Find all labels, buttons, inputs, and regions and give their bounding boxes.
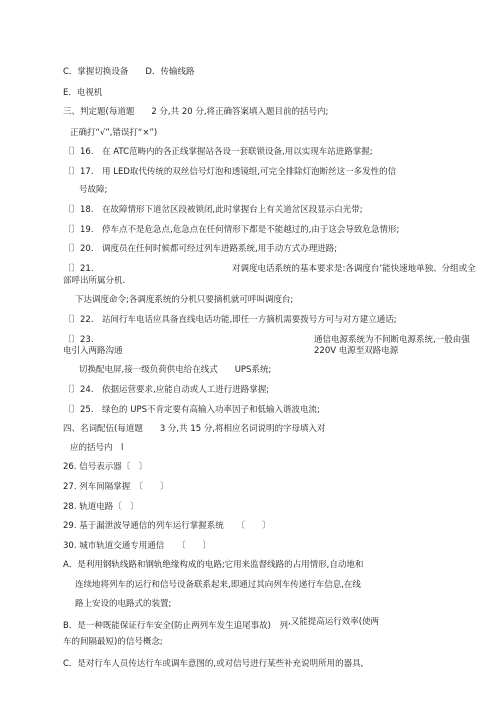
question-19: 〔〕19. 停车点不是危急点,危急点在任何情形下都是不能越过的,由于这会导致危急情形; <box>63 225 400 235</box>
definition-b: B．是一种既能保证行车安全(防止两列车发生追尾事故) 列 <box>63 621 288 631</box>
question-23-number: 〔〕23. <box>63 335 94 345</box>
question-23-cont: 电引入两路沟通 <box>63 346 123 356</box>
question-25: 〔〕25. 绿色的 UPS不肯定要有高输入功率因子和低输入谐波电流; <box>63 405 320 415</box>
definition-c: C．是对行车人员传达行车或调车意图的,或对信号进行某些补充说明所用的器具, <box>63 659 364 669</box>
term-26: 26. 信号表示器〔 〕 <box>63 462 148 472</box>
definition-b-cont: 车的间隔最短)的信号概念; <box>63 637 163 647</box>
question-21-text: 对调度电话系统的基本要求是:各调度台’能快速地单独、分组或全 <box>232 264 476 274</box>
question-20: 〔〕20. 调度员在任何时候都可经过列车进路系统,用手动方式办理进路; <box>63 244 338 254</box>
section-four-instruction: 应的括号内 l <box>70 443 124 453</box>
definition-a-cont: 连续地将列车的运行和信号设备联系起来,即通过其向列车传递行车信息,在线 <box>75 580 361 590</box>
term-28: 28. 轨道电路〔 〕 <box>63 502 139 512</box>
question-24: 〔〕24. 依据运营要求,应能自动或人工进行进路掌握; <box>63 385 270 395</box>
option-line-c-d: C．掌握切换设备 D．传输线路 <box>63 67 195 77</box>
question-23-cont2: 切换配电屏,接一级负荷供电给在线式 UPS系统; <box>79 365 272 375</box>
term-29: 29. 基于漏泄波导通信的列车运行掌握系统 〔 〕 <box>63 521 271 531</box>
section-instruction: 正确打“√”,错误打“×”) <box>70 128 158 138</box>
question-22: 〔〕22. 站间行车电话应具备直线电话功能,即任一方摘机需要拨号方可与对方建立通话; <box>63 315 397 325</box>
option-line-e: E．电视机 <box>63 88 103 98</box>
question-21-cont2: 下达调度命令;各调度系统的分机只要摘机就可呼叫调度台; <box>75 295 294 305</box>
definition-a: A．是利用钢轨线路和钢轨绝缘构成的电路;它用来监督线路的占用情形,自动地和 <box>63 560 364 570</box>
question-18: 〔〕18. 在故障情形下道岔区段被锁闭,此时掌握台上有关道岔区段显示白光带; <box>63 205 363 215</box>
question-17: 〔〕17. 用 LED取代传统的双丝信号灯泡和透镜组,可完全排除灯泡断丝这一多发性的信 <box>63 167 397 177</box>
definition-a-cont2: 路上安设的电路式的装置; <box>75 599 172 609</box>
question-23-text: 通信电源系统为不间断电源系统,一般由强 <box>314 335 470 345</box>
question-21-number: 〔〕21. <box>63 264 94 274</box>
definition-b-right: ,又能提高运行效率(使两 <box>288 617 380 627</box>
section-heading-three: 三、判定题(每道题 2 分,共 20 分,将正确答案填入题目前的括号内; <box>63 107 329 117</box>
term-30: 30. 城市轨道交通专用通信 〔 〕 <box>63 541 211 551</box>
question-23-cont-right: 220V 电源至双路电源 <box>314 346 399 356</box>
question-17-cont: 号故障; <box>79 185 108 195</box>
question-21-cont: 部呼出所属分机. <box>63 276 126 286</box>
section-heading-four: 四、名词配伍(每道题 3 分,共 15 分,将相应名词说明的字母填入对 <box>63 424 326 434</box>
term-27: 27. 列车间隔掌握 〔 〕 <box>63 482 169 492</box>
question-16: 〔〕16. 在 ATC范畴内的各正线掌握站各设一套联锁设备,用以实现车站进路掌握; <box>63 147 373 157</box>
